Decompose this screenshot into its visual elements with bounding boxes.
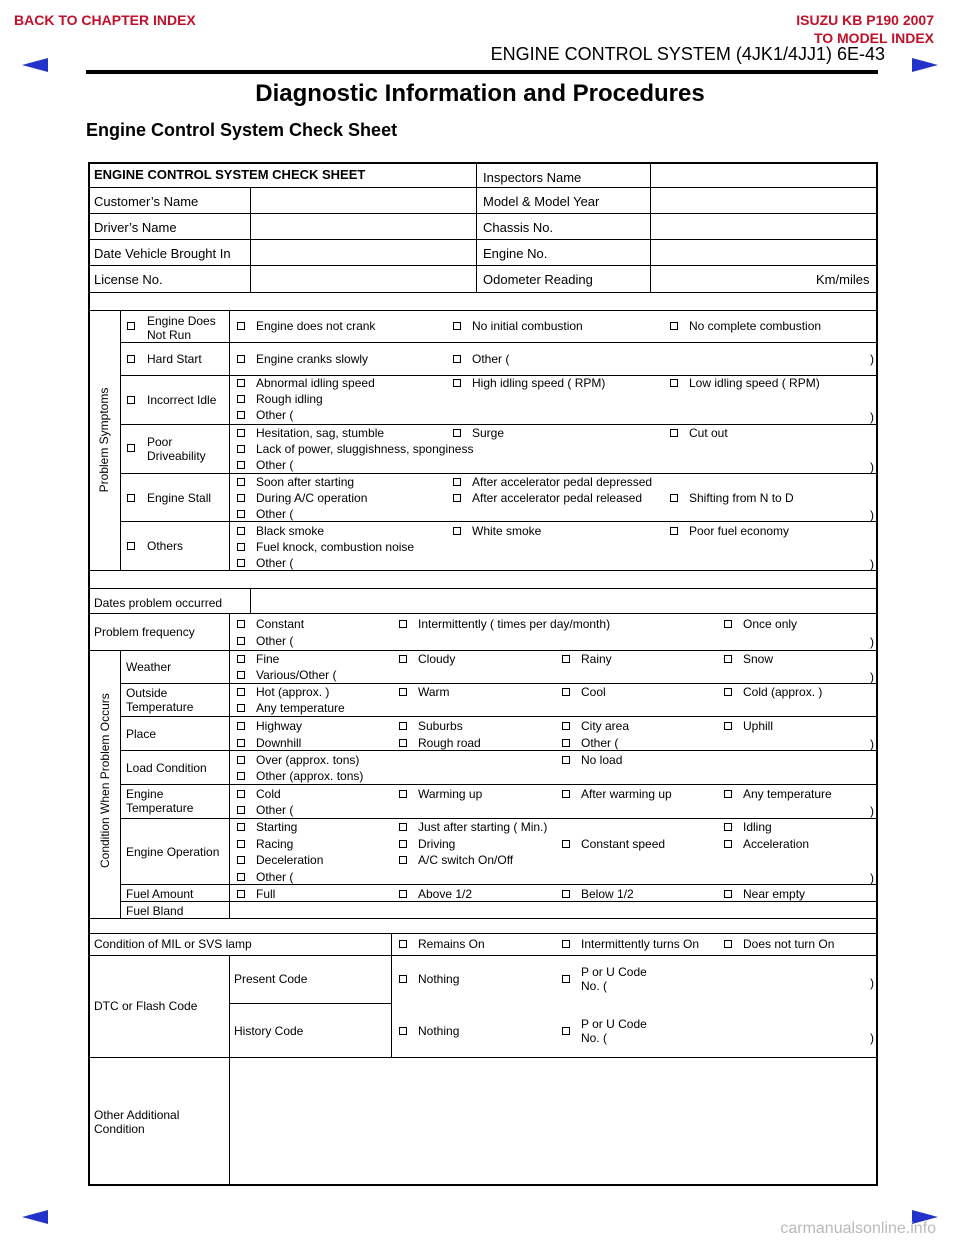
grid-line	[88, 588, 878, 589]
option-text: Fuel knock, combustion noise	[256, 540, 415, 554]
option-text: Cloudy	[418, 652, 456, 666]
option-text: A/C switch On/Off	[418, 853, 514, 867]
checkbox-engine-not-run[interactable]	[127, 322, 135, 330]
checkbox[interactable]	[453, 527, 461, 535]
checkbox[interactable]	[724, 655, 732, 663]
option-text: Below 1/2	[581, 887, 634, 901]
checkbox[interactable]	[237, 355, 245, 363]
checkbox[interactable]	[237, 395, 245, 403]
symptom-incorrect-idle: Incorrect Idle	[147, 393, 217, 407]
option-text: Racing	[256, 837, 294, 851]
option-text: Soon after starting	[256, 475, 355, 489]
grid-line	[120, 521, 878, 522]
checkbox[interactable]	[399, 688, 407, 696]
option-text: Driving	[418, 837, 456, 851]
checkbox[interactable]	[399, 1027, 407, 1035]
checkbox[interactable]	[237, 429, 245, 437]
grid-line	[88, 292, 878, 293]
grid-line	[88, 1057, 878, 1058]
option-text: Snow	[743, 652, 774, 666]
grid-line	[120, 650, 121, 918]
checkbox[interactable]	[399, 790, 407, 798]
option-text: No complete combustion	[689, 319, 822, 333]
grid-line	[229, 310, 230, 570]
grid-line	[88, 310, 878, 311]
fuel-bland-label: Fuel Bland	[126, 904, 184, 918]
symptom-others: Others	[147, 539, 184, 553]
paren-close: )	[870, 1031, 874, 1045]
option-text: Abnormal idling speed	[256, 376, 375, 390]
problem-symptoms-label: Problem Symptoms	[97, 387, 111, 493]
checkbox[interactable]	[237, 445, 245, 453]
engine-no-label: Engine No.	[483, 246, 548, 261]
checkbox[interactable]	[562, 975, 570, 983]
option-text: Other (	[581, 736, 619, 750]
option-text: After warming up	[581, 787, 672, 801]
paren-close: )	[870, 737, 874, 751]
outside-temp-label: Outside Temperature	[126, 686, 194, 714]
option-text: Full	[256, 887, 276, 901]
checkbox[interactable]	[237, 806, 245, 814]
grid-line	[120, 784, 878, 785]
option-text: Cold (approx. )	[743, 685, 823, 699]
option-text: Rough road	[418, 736, 481, 750]
header-rule	[86, 70, 878, 74]
option-text: Warm	[418, 685, 450, 699]
grid-line	[120, 750, 878, 751]
grid-line	[120, 424, 878, 425]
option-text: Other (	[472, 352, 510, 366]
back-to-model-link[interactable]: TO MODEL INDEX	[813, 30, 934, 46]
checkbox[interactable]	[237, 379, 245, 387]
option-text: Other (approx. tons)	[256, 769, 364, 783]
paren-close: )	[870, 557, 874, 571]
checkbox[interactable]	[237, 527, 245, 535]
checkbox[interactable]	[670, 322, 678, 330]
checkbox[interactable]	[724, 890, 732, 898]
grid-line	[250, 187, 251, 292]
checkbox[interactable]	[237, 478, 245, 486]
option-text: Rainy	[581, 652, 612, 666]
checkbox[interactable]	[399, 655, 407, 663]
checkbox[interactable]	[399, 940, 407, 948]
engine-temp-label: Engine Temperature	[126, 787, 194, 815]
paren-close: )	[870, 508, 874, 522]
checkbox[interactable]	[399, 620, 407, 628]
option-text: Engine cranks slowly	[256, 352, 369, 366]
symptom-poor-drive: Poor Driveability	[147, 435, 206, 463]
fuel-amount-label: Fuel Amount	[126, 887, 194, 901]
next-page-arrow-icon[interactable]	[912, 58, 938, 72]
checkbox[interactable]	[399, 890, 407, 898]
checkbox[interactable]	[670, 379, 678, 387]
option-text: Intermittently turns On	[581, 937, 700, 951]
checkbox[interactable]	[453, 379, 461, 387]
option-text: High idling speed ( RPM)	[472, 376, 606, 390]
checkbox[interactable]	[399, 722, 407, 730]
option-text: Uphill	[743, 719, 774, 733]
checkbox[interactable]	[399, 856, 407, 864]
checkbox[interactable]	[562, 655, 570, 663]
checkbox[interactable]	[237, 688, 245, 696]
option-text: No load	[581, 753, 623, 767]
checkbox[interactable]	[237, 620, 245, 628]
odometer-label: Odometer Reading	[483, 272, 593, 287]
checkbox[interactable]	[562, 739, 570, 747]
grid-line	[88, 265, 878, 266]
checkbox[interactable]	[562, 890, 570, 898]
present-code-label: Present Code	[234, 972, 308, 986]
grid-line	[88, 650, 878, 651]
checkbox[interactable]	[399, 823, 407, 831]
checkbox[interactable]	[562, 1027, 570, 1035]
checkbox[interactable]	[237, 543, 245, 551]
option-text: City area	[581, 719, 630, 733]
paren-close: )	[870, 871, 874, 885]
driver-label: Driver’s Name	[94, 220, 177, 235]
option-text: Nothing	[418, 972, 460, 986]
grid-line	[88, 570, 878, 571]
checkbox[interactable]	[237, 873, 245, 881]
checkbox[interactable]	[237, 494, 245, 502]
checkbox[interactable]	[237, 637, 245, 645]
dtc-label: DTC or Flash Code	[94, 999, 198, 1013]
option-text: Other (	[256, 870, 294, 884]
checkbox[interactable]	[237, 840, 245, 848]
checkbox[interactable]	[127, 355, 135, 363]
grid-line	[391, 933, 392, 955]
checkbox[interactable]	[453, 429, 461, 437]
customer-label: Customer’s Name	[94, 194, 199, 209]
option-text: P or U Code No. (	[581, 965, 647, 993]
checkbox[interactable]	[237, 823, 245, 831]
option-text: Constant	[256, 617, 305, 631]
page-title: Diagnostic Information and Procedures	[255, 80, 705, 107]
grid-line	[229, 613, 230, 650]
checkbox[interactable]	[724, 940, 732, 948]
option-text: Near empty	[743, 887, 806, 901]
symptom-engine-stall: Engine Stall	[147, 491, 212, 505]
option-text: Does not turn On	[743, 937, 835, 951]
option-text: Fine	[256, 652, 280, 666]
checkbox[interactable]	[453, 322, 461, 330]
option-text: Shifting from N to D	[689, 491, 794, 505]
checkbox[interactable]	[453, 494, 461, 502]
checkbox[interactable]	[724, 790, 732, 798]
paren-close: )	[870, 976, 874, 990]
checkbox[interactable]	[237, 510, 245, 518]
option-text: Hot (approx. )	[256, 685, 330, 699]
option-text: Highway	[256, 719, 303, 733]
manual-title-link[interactable]: ISUZU KB P190 2007	[796, 12, 934, 28]
checkbox[interactable]	[562, 940, 570, 948]
grid-line	[229, 1003, 391, 1004]
grid-line	[120, 310, 121, 570]
symptom-engine-not-run: Engine Does Not Run	[147, 314, 216, 342]
grid-line	[120, 901, 878, 902]
grid-line	[250, 588, 251, 613]
grid-line	[88, 213, 878, 214]
checkbox[interactable]	[399, 739, 407, 747]
paren-close: )	[870, 804, 874, 818]
checkbox[interactable]	[562, 756, 570, 764]
grid-line	[391, 955, 392, 1057]
option-text: Nothing	[418, 1024, 460, 1038]
watermark: carmanualsonline.info	[780, 1220, 936, 1237]
checkbox[interactable]	[562, 840, 570, 848]
checkbox[interactable]	[237, 739, 245, 747]
grid-line	[88, 613, 878, 614]
checkbox[interactable]	[127, 396, 135, 404]
option-text: Cold	[256, 787, 281, 801]
option-text: Other (	[256, 634, 294, 648]
option-text: Poor fuel economy	[689, 524, 790, 538]
option-text: Various/Other (	[256, 668, 337, 682]
option-text: During A/C operation	[256, 491, 368, 505]
page-subtitle: Engine Control System Check Sheet	[86, 120, 398, 140]
option-text: Deceleration	[256, 853, 324, 867]
inspector-label: Inspectors Name	[483, 170, 582, 185]
prev-page-arrow-icon[interactable]	[22, 58, 48, 72]
dates-occurred-label: Dates problem occurred	[94, 596, 223, 610]
option-text: Starting	[256, 820, 298, 834]
option-text: Lack of power, sluggishness, sponginess	[256, 442, 474, 456]
grid-line	[120, 342, 878, 343]
checkbox[interactable]	[562, 688, 570, 696]
grid-line	[88, 955, 878, 956]
option-text: Other (	[256, 408, 294, 422]
checkbox[interactable]	[127, 444, 135, 452]
checkbox[interactable]	[127, 542, 135, 550]
checkbox[interactable]	[724, 823, 732, 831]
km-unit: Km/miles	[816, 272, 870, 287]
paren-close: )	[870, 635, 874, 649]
option-text: Downhill	[256, 736, 302, 750]
date-in-label: Date Vehicle Brought In	[94, 246, 231, 261]
paren-close: )	[870, 410, 874, 424]
checkbox[interactable]	[237, 461, 245, 469]
chassis-label: Chassis No.	[483, 220, 554, 235]
checkbox[interactable]	[237, 655, 245, 663]
option-text: No initial combustion	[472, 319, 583, 333]
checkbox[interactable]	[237, 756, 245, 764]
prev-page-arrow-icon[interactable]	[22, 1210, 48, 1224]
grid-line	[88, 933, 878, 934]
checkbox[interactable]	[724, 688, 732, 696]
option-text: Other (	[256, 556, 294, 570]
checkbox[interactable]	[724, 840, 732, 848]
option-text: Surge	[472, 426, 505, 440]
history-code-label: History Code	[234, 1024, 304, 1038]
checkbox[interactable]	[453, 355, 461, 363]
checkbox[interactable]	[237, 890, 245, 898]
grid-line	[120, 683, 878, 684]
option-text: Cool	[581, 685, 606, 699]
checkbox[interactable]	[237, 772, 245, 780]
checkbox[interactable]	[237, 704, 245, 712]
option-text: Black smoke	[256, 524, 325, 538]
option-text: After accelerator pedal released	[472, 491, 643, 505]
checkbox[interactable]	[724, 722, 732, 730]
option-text: White smoke	[472, 524, 542, 538]
checkbox[interactable]	[237, 856, 245, 864]
option-text: Intermittently ( times per day/month)	[418, 617, 611, 631]
checkbox[interactable]	[237, 790, 245, 798]
checkbox[interactable]	[237, 671, 245, 679]
checkbox[interactable]	[237, 559, 245, 567]
option-text: Suburbs	[418, 719, 463, 733]
grid-line	[120, 818, 878, 819]
option-text: Above 1/2	[418, 887, 473, 901]
checkbox[interactable]	[237, 322, 245, 330]
option-text: Just after starting ( Min.)	[418, 820, 548, 834]
grid-line	[88, 239, 878, 240]
checkbox[interactable]	[670, 429, 678, 437]
mil-label: Condition of MIL or SVS lamp	[94, 937, 252, 951]
condition-label: Condition When Problem Occurs	[98, 693, 112, 868]
option-text: Cut out	[689, 426, 728, 440]
option-text: Acceleration	[743, 837, 810, 851]
grid-line	[120, 884, 878, 885]
checkbox[interactable]	[453, 478, 461, 486]
option-text: Other (	[256, 803, 294, 817]
checkbox[interactable]	[670, 527, 678, 535]
checkbox[interactable]	[127, 494, 135, 502]
option-text: Other (	[256, 458, 294, 472]
other-condition-label: Other Additional Condition	[94, 1108, 180, 1136]
model-label: Model & Model Year	[483, 194, 600, 209]
option-text: P or U Code No. (	[581, 1017, 647, 1045]
grid-line	[229, 650, 230, 918]
option-text: Constant speed	[581, 837, 666, 851]
sheet-heading: ENGINE CONTROL SYSTEM CHECK SHEET	[94, 167, 366, 182]
option-text: Any temperature	[256, 701, 345, 715]
checkbox[interactable]	[237, 411, 245, 419]
option-text: Any temperature	[743, 787, 832, 801]
paren-close: )	[870, 352, 874, 366]
checkbox[interactable]	[562, 790, 570, 798]
section-header: ENGINE CONTROL SYSTEM (4JK1/4JJ1) 6E-43	[490, 44, 885, 64]
checkbox[interactable]	[670, 494, 678, 502]
grid-line	[88, 918, 878, 919]
paren-close: )	[870, 670, 874, 684]
engine-operation-label: Engine Operation	[126, 845, 220, 859]
back-to-chapter-link[interactable]: BACK TO CHAPTER INDEX	[14, 12, 196, 28]
option-text: Rough idling	[256, 392, 323, 406]
grid-line	[88, 187, 878, 188]
option-text: Low idling speed ( RPM)	[689, 376, 820, 390]
symptom-hard-start: Hard Start	[147, 352, 202, 366]
checkbox[interactable]	[399, 975, 407, 983]
option-text: Warming up	[418, 787, 483, 801]
grid-line	[476, 162, 477, 292]
checkbox[interactable]	[562, 722, 570, 730]
checkbox[interactable]	[399, 840, 407, 848]
grid-line	[650, 162, 651, 292]
weather-label: Weather	[126, 660, 172, 674]
grid-line	[120, 473, 878, 474]
option-text: Over (approx. tons)	[256, 753, 360, 767]
grid-line	[229, 955, 230, 1186]
option-text: Idling	[743, 820, 772, 834]
paren-close: )	[870, 460, 874, 474]
checkbox[interactable]	[237, 722, 245, 730]
license-label: License No.	[94, 272, 163, 287]
checkbox[interactable]	[724, 620, 732, 628]
option-text: Hesitation, sag, stumble	[256, 426, 385, 440]
place-label: Place	[126, 727, 157, 741]
grid-line	[120, 716, 878, 717]
option-text: Engine does not crank	[256, 319, 376, 333]
load-label: Load Condition	[126, 761, 207, 775]
option-text: After accelerator pedal depressed	[472, 475, 653, 489]
problem-frequency-label: Problem frequency	[94, 625, 195, 639]
option-text: Once only	[743, 617, 798, 631]
option-text: Remains On	[418, 937, 485, 951]
option-text: Other (	[256, 507, 294, 521]
